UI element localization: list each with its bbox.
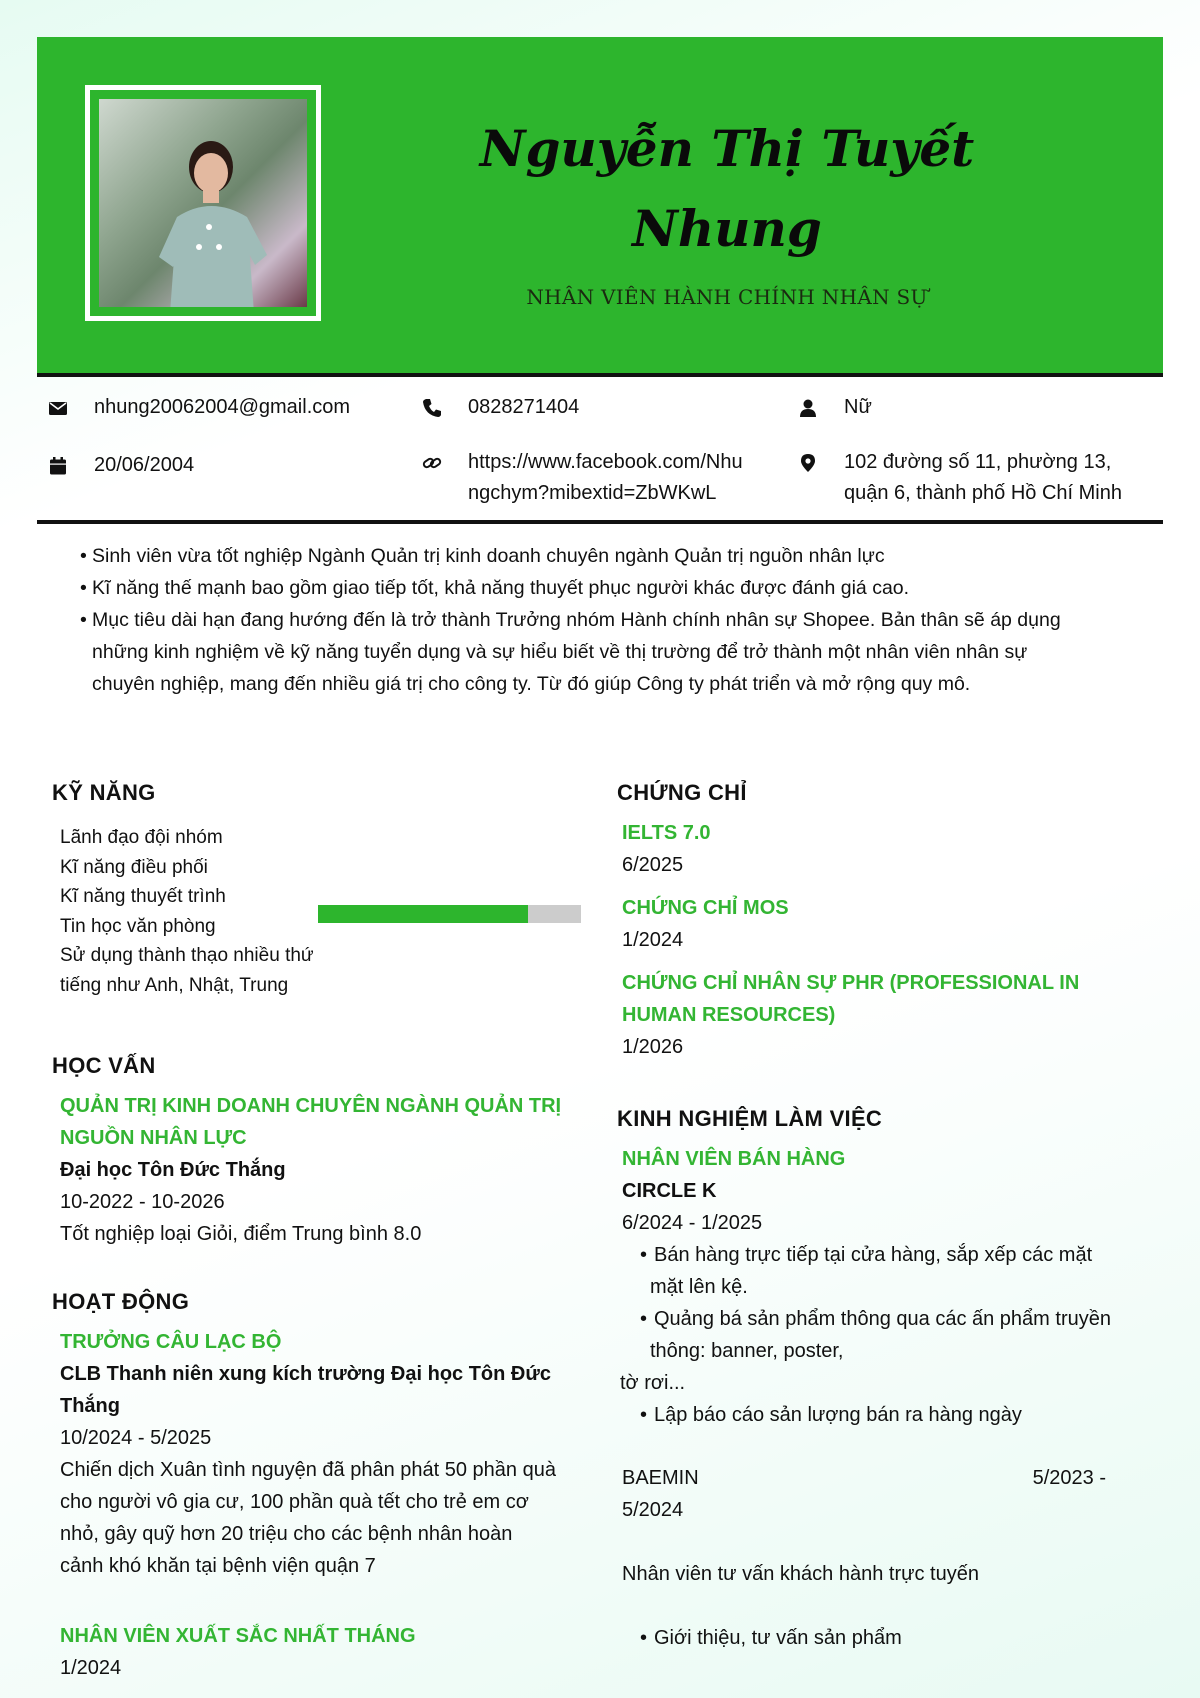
activity-org-line-2: Thắng [60, 1395, 120, 1417]
user-icon [798, 392, 824, 423]
profile-photo-frame [85, 85, 321, 321]
job-period: 6/2024 - 1/2025 [622, 1212, 763, 1234]
skill-level-bar [318, 905, 581, 923]
job-header-row [622, 1462, 1112, 1494]
certificate-name: CHỨNG CHỈ MOS [622, 897, 789, 919]
education-period: 10-2022 - 10-2026 [60, 1191, 225, 1213]
skill-item: Kĩ năng thuyết trình [60, 886, 226, 907]
gender-text: Nữ [844, 396, 872, 418]
certificate-date: 1/2026 [622, 1036, 684, 1058]
certificate-name: IELTS 7.0 [622, 822, 711, 844]
award-title: NHÂN VIÊN XUẤT SẮC NHẤT THÁNG [60, 1625, 416, 1647]
job-title: NHÂN VIÊN HÀNH CHÍNH NHÂN SỰ [526, 285, 928, 309]
job-period-start: 5/2023 - [1032, 1467, 1106, 1489]
skills-title: KỸ NĂNG [52, 780, 156, 805]
activity-org-line-1: CLB Thanh niên xung kích trường Đại học Tôn Đức [60, 1363, 551, 1385]
activity-entry [60, 1326, 556, 1582]
job-bullet: • Quảng bá sản phẩm thông qua các ấn phẩm truyền [640, 1308, 1111, 1330]
activity-desc-line: nhỏ, gây quỹ hơn 20 triệu cho các bệnh nhân hoàn [60, 1523, 513, 1545]
person-figure-icon [159, 127, 279, 307]
activity-role: TRƯỞNG CÂU LẠC BỘ [60, 1331, 282, 1353]
job-bullet-continued: thông: banner, poster, [650, 1340, 844, 1362]
certificate-date: 6/2025 [622, 854, 684, 876]
award-entry [60, 1620, 416, 1684]
job-bullet-continued: tờ rơi... [620, 1372, 686, 1394]
experience-title: KINH NGHIỆM LÀM VIỆC [617, 1106, 883, 1131]
job-company: CIRCLE K [622, 1180, 717, 1202]
skills-list [60, 823, 320, 1000]
job-bullet: • Lập báo cáo sản lượng bán ra hàng ngày [640, 1404, 1022, 1426]
contact-phone[interactable] [422, 392, 579, 423]
summary [80, 540, 1130, 700]
award-date: 1/2024 [60, 1657, 122, 1679]
activity-desc-line: cảnh khó khăn tại bệnh viện quận 7 [60, 1555, 376, 1577]
summary-bullet: • Mục tiêu dài hạn đang hướng đến là trở thành Trưởng nhóm Hành chính nhân sự Shopee. Bản thân sẽ áp dụng [80, 609, 1061, 631]
contact-email[interactable] [48, 392, 350, 423]
job-bullet: • Giới thiệu, tư vấn sản phẩm [640, 1627, 902, 1649]
email-text: nhung20062004@gmail.com [94, 396, 351, 418]
certificates-list [622, 817, 1079, 1063]
skill-level-fill [318, 905, 528, 923]
contact-gender [798, 392, 872, 423]
skill-item: Tin học văn phòng [60, 915, 216, 937]
job-bullet-continued: mặt lên kệ. [650, 1276, 748, 1298]
activities-title: HOẠT ĐỘNG [52, 1289, 190, 1314]
header-divider [37, 373, 1163, 377]
job-role: Nhân viên tư vấn khách hành trực tuyến [622, 1563, 979, 1585]
job-company: BAEMIN [622, 1467, 699, 1489]
certificate-name: CHỨNG CHỈ NHÂN SỰ PHR (PROFESSIONAL IN [622, 972, 1080, 994]
education-entry [60, 1090, 561, 1250]
summary-continuation: những kinh nghiệm về kỹ năng tuyển dụng và sự hiểu biết về thị trường để trở thành một nhân viên nhân sự [92, 641, 1028, 663]
skill-item: Sử dụng thành thạo nhiều thứ [60, 945, 314, 966]
education-major-line-1: QUẢN TRỊ KINH DOANH CHUYÊN NGÀNH QUẢN TRỊ [60, 1095, 562, 1117]
header-banner [37, 37, 1163, 374]
name-line-2: Nhung [632, 199, 822, 258]
education-major-line-2: NGUỒN NHÂN LỰC [60, 1127, 247, 1149]
certificate-name-continued: HUMAN RESOURCES) [622, 1004, 836, 1026]
link-icon [422, 447, 448, 478]
candidate-name [457, 109, 997, 269]
experience-entry-circlek [622, 1143, 1111, 1431]
calendar-icon [48, 450, 74, 481]
contact-birthday [48, 450, 194, 481]
summary-bullet: • Sinh viên vừa tốt nghiệp Ngành Quản trị kinh doanh chuyên ngành Quản trị nguồn nhân lực [80, 545, 885, 567]
certificate-date: 1/2024 [622, 929, 684, 951]
skill-item: tiếng như Anh, Nhật, Trung [60, 974, 289, 996]
envelope-icon [48, 392, 74, 423]
education-title: HỌC VẤN [52, 1053, 156, 1078]
activity-desc-line: Chiến dịch Xuân tình nguyện đã phân phát 50 phần quà [60, 1459, 556, 1481]
summary-continuation: chuyên nghiệp, mang đến nhiều giá trị cho công ty. Từ đó giúp Công ty phát triển và mở rộng quy mô. [92, 673, 971, 695]
certificates-title: CHỨNG CHỈ [617, 780, 747, 805]
contact-address [798, 447, 1122, 509]
name-line-1: Nguyễn Thị Tuyết [479, 119, 975, 178]
skill-item: Lãnh đạo đội nhóm [60, 827, 223, 848]
skill-item: Kĩ năng điều phối [60, 856, 208, 878]
job-role: NHÂN VIÊN BÁN HÀNG [622, 1148, 846, 1170]
summary-bullet: • Kĩ năng thế mạnh bao gồm giao tiếp tốt, khả năng thuyết phục người khác được đánh giá cao. [80, 577, 910, 599]
phone-text: 0828271404 [468, 396, 580, 418]
birthday-text: 20/06/2004 [94, 454, 195, 476]
activity-period: 10/2024 - 5/2025 [60, 1427, 212, 1449]
education-school: Đại học Tôn Đức Thắng [60, 1159, 286, 1181]
contact-divider [37, 520, 1163, 524]
facebook-link-line-2[interactable]: ngchym?mibextid=ZbWKwL [468, 482, 717, 504]
contact-facebook[interactable] [422, 447, 743, 509]
phone-icon [422, 392, 448, 423]
experience-entry-baemin [622, 1462, 1112, 1654]
facebook-link-line-1[interactable]: https://www.facebook.com/Nhu [468, 451, 743, 473]
education-note: Tốt nghiệp loại Giỏi, điểm Trung bình 8.0 [60, 1223, 422, 1245]
map-pin-icon [798, 447, 824, 478]
address-line-1: 102 đường số 11, phường 13, [844, 451, 1112, 473]
address-line-2: quận 6, thành phố Hồ Chí Minh [844, 482, 1122, 504]
profile-photo [99, 99, 307, 307]
activity-desc-line: cho người vô gia cư, 100 phần quà tết cho trẻ em cơ [60, 1491, 529, 1513]
job-bullet: • Bán hàng trực tiếp tại cửa hàng, sắp xếp các mặt [640, 1244, 1093, 1266]
job-period-end: 5/2024 [622, 1499, 684, 1521]
